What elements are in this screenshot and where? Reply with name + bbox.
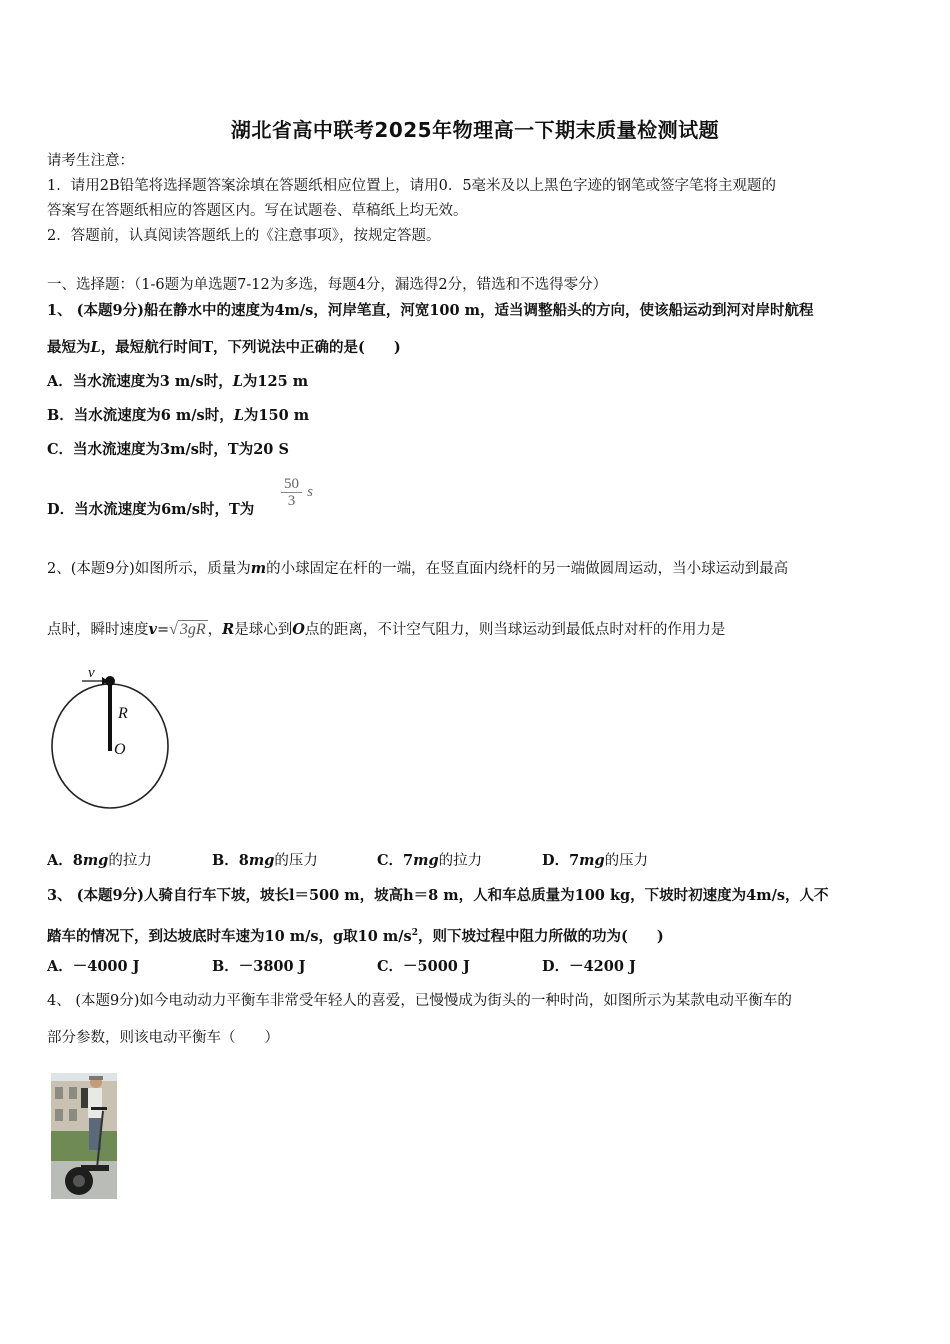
q1-stem-post: ，最短航行时间T，下列说法中正确的是( )	[100, 339, 401, 356]
q1-stem-var: L	[90, 339, 101, 356]
q3-option-c: C．－5000 J	[377, 958, 470, 975]
q2-line2-post: 点的距离，不计空气阻力，则当球运动到最低点时对杆的作用力是	[304, 622, 726, 638]
q3-line2-post: ，则下坡过程中阻力所做的功为( )	[417, 927, 664, 945]
q1-stem-line-1: 1、 (本题9分)船在静水中的速度为4m/s，河岸笔直，河宽100 m，适当调整船头的方向，使该船运动到河对岸时航程	[47, 302, 814, 319]
fig-label-v: v	[88, 665, 95, 681]
q2-line2-r: R	[222, 621, 235, 638]
q2-line2-v: v	[148, 621, 157, 638]
q4-stem-line-2: 部分参数，则该电动平衡车（ ）	[47, 1030, 279, 1046]
q4-stem-line-1: 4、 (本题9分)如今电动动力平衡车非常受年轻人的喜爱，已慢慢成为街头的一种时尚，如图所示为某款电动平衡车的	[47, 993, 792, 1009]
q3-option-a: A．－4000 J	[47, 958, 140, 975]
q2-b-var: mg	[248, 852, 275, 869]
q1-stem-pre: 最短为	[47, 339, 91, 356]
notice-line-1a: 1．请用2B铅笔将选择题答案涂填在答题纸相应位置上，请用0．5毫米及以上黑色字迹的钢笔或签字笔将主观题的	[47, 178, 777, 194]
balance-scooter-photo	[51, 1073, 117, 1199]
q2-a-post: 的拉力	[108, 853, 152, 869]
q2-d-pre: D．7	[542, 852, 580, 869]
page-title: 湖北省高中联考2025年物理高一下期末质量检测试题	[230, 118, 720, 142]
q3-option-b: B．－3800 J	[212, 958, 306, 975]
q2-line2-eq: =	[156, 622, 170, 638]
q2-c-pre: C．7	[377, 852, 414, 869]
q2-stem-line-2	[47, 621, 725, 639]
q1-a-var: L	[232, 373, 243, 390]
q2-option-c	[377, 852, 482, 870]
q2-b-pre: B．8	[212, 852, 249, 869]
q2-line1-pre: 2、(本题9分)如图所示，质量为	[47, 561, 251, 577]
notice-heading: 请考生注意：	[47, 153, 134, 169]
q2-line2-o: O	[292, 621, 305, 638]
notice-line-2: 2．答题前，认真阅读答题纸上的《注意事项》，按规定答题。	[47, 228, 441, 244]
q3-line2-sup: 2	[411, 928, 418, 938]
q1-d-pre: D．当水流速度为6m/s时，T为	[47, 501, 255, 518]
fraction-unit: s	[307, 484, 313, 500]
fraction	[281, 476, 302, 509]
q2-line2-mid: ，	[207, 622, 223, 638]
q2-a-pre: A．8	[47, 852, 83, 869]
q2-d-var: mg	[579, 852, 605, 869]
q2-line2-pre: 点时，瞬时速度	[47, 622, 149, 638]
q2-a-var: mg	[82, 852, 109, 869]
q1-b-post: 为150 m	[243, 407, 310, 424]
q2-c-post: 的拉力	[438, 853, 483, 869]
fraction-numerator: 50	[281, 476, 302, 493]
q1-option-c: C．当水流速度为3m/s时，T为20 S	[47, 441, 289, 458]
q1-b-pre: B．当水流速度为6 m/s时，	[47, 407, 234, 424]
q2-line1-var: m	[250, 560, 267, 577]
q2-stem-line-1	[47, 560, 788, 578]
sqrt-radicand: 3gR	[179, 621, 206, 638]
q2-option-a	[47, 852, 152, 870]
q3-stem-line-2	[47, 924, 664, 946]
q3-line2-pre: 踏车的情况下，到达坡底时车速为10 m/s，g取10 m/s	[47, 927, 412, 945]
q2-line1-post: 的小球固定在杆的一端，在竖直面内绕杆的另一端做圆周运动，当小球运动到最高	[266, 561, 789, 577]
q1-option-d	[47, 501, 254, 519]
q1-b-var: L	[233, 407, 244, 424]
notice-line-1b: 答案写在答题纸相应的答题区内。写在试题卷、草稿纸上均无效。	[47, 203, 468, 219]
q2-option-b	[212, 852, 318, 870]
q2-b-post: 的压力	[274, 853, 318, 869]
sqrt-expression: √ 3gR	[169, 621, 206, 638]
q1-option-b	[47, 407, 309, 425]
q3-option-d: D．－4200 J	[542, 958, 636, 975]
q2-line2-mid2: 是球心到	[234, 622, 293, 638]
fraction-denominator: 3	[287, 493, 296, 509]
fig-label-o: O	[114, 741, 126, 758]
q1-a-post: 为125 m	[242, 373, 309, 390]
fig-label-r: R	[118, 705, 128, 722]
q1-a-pre: A．当水流速度为3 m/s时，	[47, 373, 233, 390]
q2-d-post: 的压力	[604, 853, 649, 869]
section-heading: 一、选择题：（1-6题为单选题7-12为多选，每题4分，漏选得2分，错选和不选得零分）	[47, 277, 608, 293]
circular-motion-figure	[44, 662, 179, 814]
q1-d-fraction	[281, 476, 313, 509]
q2-option-d	[542, 852, 648, 870]
q1-option-a	[47, 373, 308, 391]
q1-stem-line-2	[47, 339, 401, 357]
q3-stem-line-1: 3、 (本题9分)人骑自行车下坡，坡长l＝500 m，坡高h＝8 m，人和车总质量为100 kg，下坡时初速度为4m/s，人不	[47, 887, 829, 904]
q2-c-var: mg	[413, 852, 439, 869]
